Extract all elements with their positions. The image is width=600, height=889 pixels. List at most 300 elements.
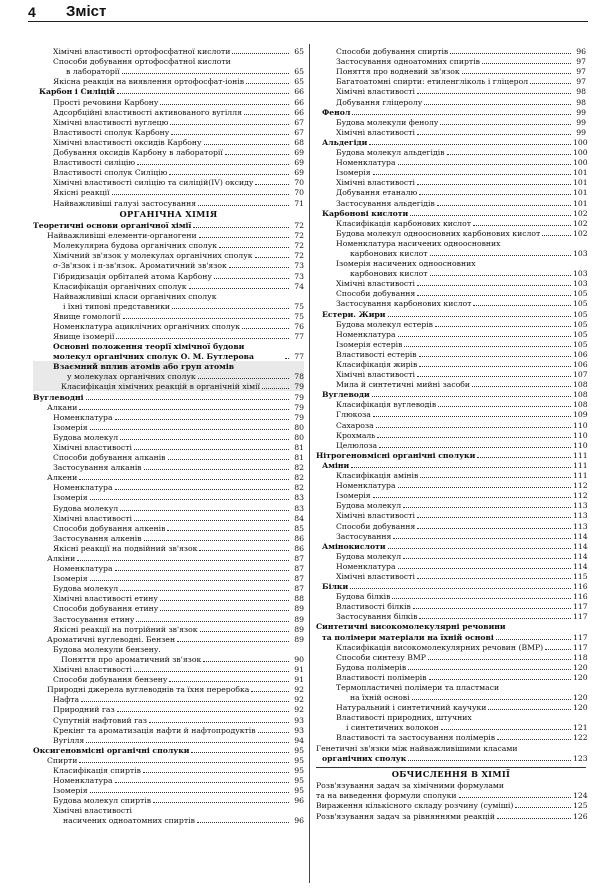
toc-entry[interactable]: [33, 291, 304, 301]
toc-entry[interactable]: [316, 409, 586, 419]
dot-leader: [450, 53, 571, 54]
toc-entry-title: Способи добування: [336, 521, 416, 531]
dot-leader: [372, 396, 571, 397]
toc-entry[interactable]: [316, 56, 586, 66]
toc-entry[interactable]: [316, 611, 586, 621]
toc-entry[interactable]: [33, 654, 304, 664]
toc-entry-title: Естери. Жири: [322, 309, 386, 319]
toc-page-number: 72: [294, 251, 304, 261]
toc-page-number: 75: [294, 301, 304, 311]
toc-entry-title: Способи добування алканів: [53, 453, 166, 463]
toc-entry-title: Будова молекул: [336, 551, 402, 561]
toc-entry[interactable]: [33, 714, 304, 724]
toc-page-number: 81: [294, 442, 304, 452]
toc-entry[interactable]: [316, 208, 586, 218]
dot-leader: [430, 255, 571, 256]
toc-entry[interactable]: [316, 571, 586, 581]
toc-entry[interactable]: [33, 281, 304, 291]
toc-entry[interactable]: [33, 543, 304, 553]
toc-entry[interactable]: [33, 197, 304, 207]
toc-entry[interactable]: [316, 157, 586, 167]
toc-page-number: 67: [294, 127, 304, 137]
toc-entry[interactable]: [316, 591, 586, 601]
toc-entry-title: Взаємний вплив атомів або груп атомів: [53, 362, 235, 372]
toc-entry-title: Номенклатура: [53, 776, 113, 786]
toc-entry[interactable]: [33, 785, 304, 795]
toc-page-number: 105: [573, 289, 588, 299]
toc-entry[interactable]: [33, 725, 304, 735]
toc-entry[interactable]: [316, 631, 586, 641]
toc-entry-title: Добування етаналю: [336, 188, 418, 198]
toc-entry-title: Номенклатура: [336, 329, 396, 339]
toc-entry[interactable]: [316, 490, 586, 500]
toc-entry[interactable]: [316, 800, 586, 810]
toc-entry[interactable]: [316, 288, 586, 298]
toc-entry[interactable]: [316, 692, 586, 702]
toc-page-number: 86: [294, 543, 304, 553]
toc-entry[interactable]: [33, 260, 304, 270]
toc-entry[interactable]: [33, 381, 304, 391]
toc-entry-title: та на виведення формули сполуки: [316, 791, 457, 801]
toc-entry[interactable]: [33, 402, 304, 412]
toc-entry-title: Номенклатура: [336, 481, 396, 491]
toc-entry[interactable]: [316, 46, 586, 56]
dot-leader: [251, 691, 289, 692]
toc-entry-title: Номенклатура: [53, 483, 113, 493]
toc-entry[interactable]: [33, 361, 304, 371]
dot-leader: [435, 326, 571, 327]
toc-entry[interactable]: [316, 712, 586, 722]
toc-entry-title: Класифікація карбонових кислот: [336, 218, 471, 228]
toc-entry[interactable]: [316, 440, 586, 450]
dot-leader: [258, 732, 289, 733]
toc-entry[interactable]: [33, 321, 304, 331]
toc-entry[interactable]: [33, 270, 304, 280]
toc-entry[interactable]: [33, 523, 304, 533]
toc-entry[interactable]: [33, 795, 304, 805]
toc-entry[interactable]: [316, 702, 586, 712]
toc-page-number: 69: [294, 168, 304, 178]
toc-page-number: 109: [573, 410, 588, 420]
toc-page-number: 102: [573, 208, 588, 218]
dot-leader: [398, 487, 571, 488]
toc-entry[interactable]: [33, 177, 304, 187]
toc-entry[interactable]: [33, 775, 304, 785]
toc-entry-title: Застосування: [336, 531, 392, 541]
dot-leader: [417, 93, 571, 94]
toc-entry-title: Номенклатура ациклічних органічних сполук: [53, 322, 241, 332]
dot-leader: [392, 598, 571, 599]
toc-entry[interactable]: [33, 442, 304, 452]
toc-page-number: 116: [573, 582, 588, 592]
toc-entry[interactable]: [33, 745, 304, 755]
toc-page-number: 69: [294, 148, 304, 158]
toc-entry[interactable]: [316, 732, 586, 742]
toc-entry[interactable]: [33, 603, 304, 613]
toc-entry[interactable]: [33, 704, 304, 714]
toc-entry[interactable]: [33, 331, 304, 341]
toc-entry[interactable]: [316, 520, 586, 530]
toc-entry[interactable]: [316, 541, 586, 551]
toc-entry-title: органічних сполук: [322, 753, 407, 763]
dot-leader: [496, 639, 571, 640]
toc-entry[interactable]: [316, 682, 586, 692]
toc-entry-title: Властивості білків: [336, 602, 411, 612]
dot-leader: [410, 215, 571, 216]
toc-page-number: 121: [573, 723, 588, 733]
toc-entry-title: Класифікація спиртів: [53, 765, 141, 775]
toc-entry-title: Номенклатура: [336, 561, 396, 571]
dot-leader: [398, 568, 571, 569]
toc-entry[interactable]: [33, 66, 304, 76]
toc-entry[interactable]: [33, 613, 304, 623]
toc-entry[interactable]: [33, 472, 304, 482]
toc-left-column: [33, 46, 304, 825]
toc-page-number: 78: [294, 372, 304, 382]
toc-entry[interactable]: [33, 815, 304, 825]
toc-entry[interactable]: [33, 86, 304, 96]
toc-entry-title: Якісні реакції на потрійний зв'язок: [53, 624, 198, 634]
dot-leader: [424, 104, 571, 105]
toc-entry[interactable]: [33, 644, 304, 654]
toc-entry-title: Застосування алканів: [53, 463, 142, 473]
toc-entry-title: Якісні реакції на подвійний зв'язок: [53, 543, 198, 553]
dot-leader: [137, 164, 289, 165]
toc-entry[interactable]: [33, 147, 304, 157]
dot-leader: [472, 386, 571, 387]
toc-page-number: 101: [573, 198, 588, 208]
toc-page-number: 99: [576, 117, 586, 127]
toc-entry-title: Класифікація амінів: [336, 471, 419, 481]
toc-entry[interactable]: [316, 177, 586, 187]
toc-entry[interactable]: [33, 664, 304, 674]
toc-entry[interactable]: [33, 311, 304, 321]
toc-entry[interactable]: [33, 694, 304, 704]
toc-entry-title: Способи добування бензену: [53, 675, 168, 685]
dot-leader: [437, 205, 571, 206]
toc-page-number: 102: [573, 228, 588, 238]
toc-entry[interactable]: [316, 228, 586, 238]
toc-entry[interactable]: [33, 805, 304, 815]
toc-entry[interactable]: [316, 652, 586, 662]
toc-entry[interactable]: [33, 56, 304, 66]
toc-entry[interactable]: [33, 452, 304, 462]
toc-page-number: 103: [573, 269, 588, 279]
toc-entry-title: Хімічні властивості: [53, 665, 132, 675]
toc-page-number: 87: [294, 584, 304, 594]
toc-entry[interactable]: [316, 268, 586, 278]
toc-page-number: 89: [294, 604, 304, 614]
toc-entry[interactable]: [316, 147, 586, 157]
dot-leader: [430, 275, 571, 276]
toc-entry[interactable]: [316, 460, 586, 470]
toc-entry-title: Будова молекул: [53, 432, 119, 442]
dot-leader: [377, 437, 571, 438]
dot-leader: [420, 477, 571, 478]
toc-entry[interactable]: [33, 735, 304, 745]
toc-entry[interactable]: [316, 753, 586, 763]
toc-page-number: 79: [294, 402, 304, 412]
toc-entry[interactable]: [316, 258, 586, 268]
toc-entry-title: Добування гліцеролу: [336, 97, 423, 107]
toc-entry[interactable]: [316, 450, 586, 460]
toc-entry[interactable]: [33, 301, 304, 311]
toc-entry[interactable]: [316, 278, 586, 288]
toc-entry[interactable]: [316, 379, 586, 389]
toc-entry[interactable]: [33, 755, 304, 765]
dot-leader: [160, 610, 289, 611]
toc-page-number: 112: [573, 491, 588, 501]
dot-leader: [462, 73, 571, 74]
toc-page-number: 112: [573, 481, 588, 491]
dot-leader: [515, 807, 571, 808]
toc-entry[interactable]: [316, 742, 586, 752]
toc-page-number: 77: [294, 352, 304, 362]
toc-entry[interactable]: [316, 248, 586, 258]
dot-leader: [417, 578, 571, 579]
toc-entry-title: Будова полімерів: [336, 662, 407, 672]
toc-entry[interactable]: [316, 66, 586, 76]
toc-entry[interactable]: [33, 137, 304, 147]
toc-entry[interactable]: [33, 127, 304, 137]
toc-page-number: 93: [294, 715, 304, 725]
toc-page-number: 82: [294, 483, 304, 493]
toc-page-number: 95: [294, 755, 304, 765]
toc-entry[interactable]: [316, 399, 586, 409]
toc-page-number: 89: [294, 624, 304, 634]
toc-page-number: 103: [573, 248, 588, 258]
toc-entry[interactable]: [33, 684, 304, 694]
toc-entry[interactable]: [33, 674, 304, 684]
toc-entry[interactable]: [33, 573, 304, 583]
toc-entry[interactable]: [33, 341, 304, 361]
dot-leader: [204, 144, 289, 145]
toc-page-number: 106: [573, 360, 588, 369]
toc-entry[interactable]: [33, 482, 304, 492]
dot-leader: [408, 760, 571, 761]
toc-entry[interactable]: [316, 531, 586, 541]
dot-leader: [417, 528, 571, 529]
toc-page-number: 73: [294, 271, 304, 281]
toc-entry[interactable]: [33, 371, 304, 381]
toc-entry-title: Якісна реакція на виявлення ортофосфат-іонів: [53, 77, 245, 87]
dot-leader: [198, 378, 289, 379]
toc-page-number: 70: [294, 178, 304, 188]
toc-page-number: 116: [573, 592, 588, 602]
dot-leader: [393, 538, 571, 539]
toc-entry[interactable]: [316, 107, 586, 117]
toc-entry[interactable]: [316, 369, 586, 379]
toc-entry-title: Ізомерія: [336, 491, 371, 501]
toc-entry[interactable]: [33, 765, 304, 775]
toc-page-number: 99: [576, 127, 586, 137]
toc-page-number: 120: [573, 662, 588, 672]
dot-leader: [373, 416, 571, 417]
dot-leader: [473, 225, 571, 226]
toc-page-number: 83: [294, 503, 304, 513]
toc-page-number: 117: [573, 642, 588, 652]
toc-entry-title: карбонових кислот: [350, 248, 428, 258]
toc-entry[interactable]: [33, 46, 304, 56]
toc-entry-title: Способи синтезу ВМР: [336, 652, 426, 662]
toc-entry[interactable]: [33, 624, 304, 634]
toc-entry[interactable]: [316, 298, 586, 308]
dot-leader: [169, 681, 289, 682]
toc-entry[interactable]: [33, 187, 304, 197]
toc-entry[interactable]: [316, 510, 586, 520]
toc-entry[interactable]: [316, 117, 586, 127]
toc-entry-title: Поняття про водневий зв'язок: [336, 67, 460, 77]
toc-entry[interactable]: [33, 230, 304, 240]
toc-entry[interactable]: [316, 329, 586, 339]
dot-leader: [482, 63, 571, 64]
toc-entry[interactable]: [316, 810, 586, 820]
toc-entry[interactable]: [316, 187, 586, 197]
toc-entry[interactable]: [316, 308, 586, 318]
toc-page-number: 68: [294, 137, 304, 147]
toc-entry[interactable]: [316, 621, 586, 631]
toc-page-number: 105: [573, 329, 588, 339]
toc-page-number: 108: [573, 400, 588, 410]
toc-entry[interactable]: [33, 412, 304, 422]
toc-entry[interactable]: [316, 137, 586, 147]
toc-entry[interactable]: [33, 250, 304, 260]
toc-entry[interactable]: [33, 502, 304, 512]
toc-entry[interactable]: [316, 722, 586, 732]
toc-entry-title: Номенклатура: [53, 412, 113, 422]
toc-entry[interactable]: [33, 117, 304, 127]
toc-entry[interactable]: [316, 218, 586, 228]
toc-entry-title: Фенол: [322, 107, 351, 117]
toc-page-number: 114: [573, 551, 588, 561]
toc-entry[interactable]: [33, 583, 304, 593]
toc-entry[interactable]: [316, 561, 586, 571]
toc-entry[interactable]: [316, 672, 586, 682]
toc-entry-title: Застосування альдегідів: [336, 198, 435, 208]
toc-entry-title: Явище ізомерії: [53, 332, 115, 342]
toc-entry[interactable]: [33, 462, 304, 472]
dot-leader: [149, 722, 289, 723]
toc-entry[interactable]: [33, 220, 304, 230]
toc-entry[interactable]: [33, 513, 304, 523]
dot-leader: [542, 235, 571, 236]
toc-entry[interactable]: [33, 167, 304, 177]
toc-entry[interactable]: [316, 662, 586, 672]
toc-page-number: 97: [576, 67, 586, 77]
toc-entry[interactable]: [316, 76, 586, 86]
toc-entry[interactable]: [316, 319, 586, 329]
toc-page-number: 95: [294, 776, 304, 786]
toc-page-number: 65: [294, 77, 304, 87]
toc-entry-title: Вугілля: [53, 735, 85, 745]
toc-entry[interactable]: [316, 500, 586, 510]
dot-leader: [116, 338, 289, 339]
toc-entry-title: карбонових кислот: [350, 269, 428, 279]
dot-leader: [398, 336, 571, 337]
dot-leader: [79, 479, 289, 480]
toc-entry-title: Способи добування спиртів: [336, 47, 449, 57]
toc-entry[interactable]: [316, 96, 586, 106]
toc-entry[interactable]: [33, 107, 304, 117]
toc-page-number: 102: [573, 218, 588, 228]
dot-leader: [117, 711, 289, 712]
toc-entry[interactable]: [316, 349, 586, 359]
toc-entry[interactable]: [316, 470, 586, 480]
toc-entry[interactable]: [316, 419, 586, 429]
toc-entry-title: Способи добування ортофосфатної кислоти: [53, 57, 231, 67]
dot-leader: [417, 134, 571, 135]
toc-entry[interactable]: [316, 551, 586, 561]
toc-page-number: 91: [294, 675, 304, 685]
toc-entry[interactable]: [316, 339, 586, 349]
toc-entry[interactable]: [316, 430, 586, 440]
toc-page-number: 126: [573, 811, 588, 821]
dot-leader: [90, 499, 289, 500]
toc-entry[interactable]: [316, 581, 586, 591]
toc-entry[interactable]: [316, 480, 586, 490]
toc-entry[interactable]: [33, 96, 304, 106]
toc-entry[interactable]: [33, 240, 304, 250]
dot-leader: [545, 649, 571, 650]
toc-entry-title: Хімічні властивості: [53, 513, 132, 523]
toc-page-number: 65: [294, 67, 304, 77]
toc-entry[interactable]: [316, 642, 586, 652]
toc-entry[interactable]: [33, 553, 304, 563]
dot-leader: [160, 600, 289, 601]
toc-entry[interactable]: [316, 359, 586, 369]
toc-entry-title: Хімічний зв'язок у молекулах органічних сполук: [53, 251, 253, 261]
toc-entry[interactable]: [316, 601, 586, 611]
toc-entry[interactable]: [316, 127, 586, 137]
dot-leader: [117, 93, 289, 94]
toc-entry[interactable]: [33, 157, 304, 167]
dot-leader: [199, 550, 289, 551]
toc-entry[interactable]: [33, 76, 304, 86]
toc-entry[interactable]: [33, 492, 304, 502]
toc-entry[interactable]: [316, 167, 586, 177]
toc-page-number: 100: [573, 158, 588, 168]
toc-entry-title: Ізомерія насичених одноосновних: [336, 259, 476, 269]
dot-leader: [388, 548, 571, 549]
dot-leader: [417, 517, 571, 518]
toc-entry-title: σ-Зв'язок і π-зв'язок. Ароматичний зв'язок: [53, 261, 227, 271]
toc-entry[interactable]: [33, 593, 304, 603]
toc-entry-title: Хімічні властивості: [53, 806, 132, 816]
toc-page-number: 95: [294, 765, 304, 775]
toc-entry-title: Добування оксидів Карбону в лабораторії: [53, 148, 223, 158]
toc-right-column: [316, 46, 586, 821]
toc-entry[interactable]: [316, 238, 586, 248]
toc-entry[interactable]: [33, 422, 304, 432]
dot-leader: [112, 194, 289, 195]
toc-entry[interactable]: [316, 389, 586, 399]
toc-entry[interactable]: [33, 634, 304, 644]
toc-entry[interactable]: [33, 432, 304, 442]
toc-entry[interactable]: [316, 780, 586, 790]
toc-entry[interactable]: [316, 197, 586, 207]
toc-entry[interactable]: [33, 563, 304, 573]
toc-entry[interactable]: [316, 790, 586, 800]
dot-leader: [419, 366, 571, 367]
toc-page-number: 113: [573, 501, 588, 511]
toc-entry[interactable]: [33, 533, 304, 543]
dot-leader: [376, 427, 571, 428]
dot-leader: [143, 772, 289, 773]
toc-entry[interactable]: [33, 391, 304, 401]
toc-entry[interactable]: [316, 86, 586, 96]
toc-entry-title: Застосування алкенів: [53, 533, 142, 543]
toc-entry-title: Класифікація вуглеводів: [336, 400, 437, 410]
